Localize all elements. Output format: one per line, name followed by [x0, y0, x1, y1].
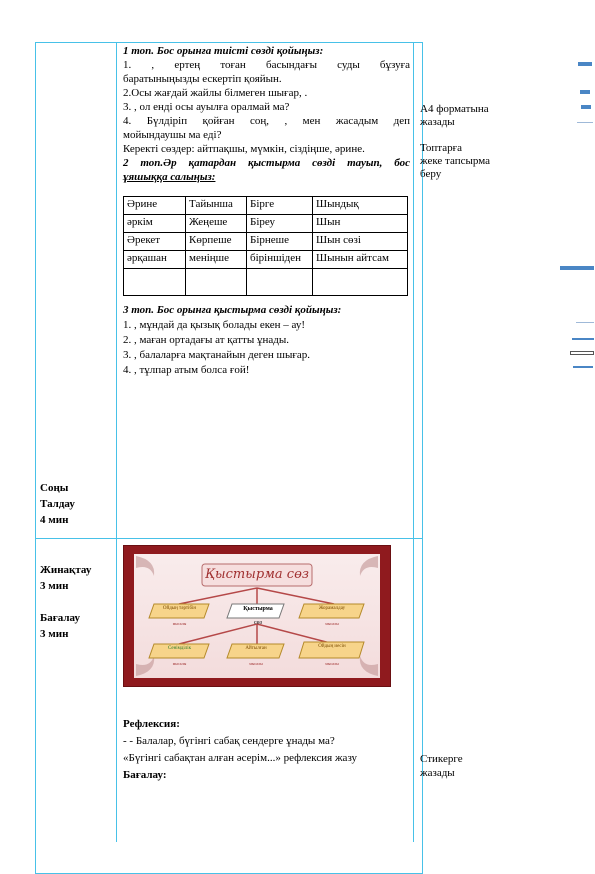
- task2-title-cont: ұяшыққа салыңыз:: [123, 171, 216, 183]
- task3-line: 1. , мұндай да қызық болады екен – ау!: [123, 319, 306, 331]
- table-cell: біріншіден: [247, 251, 313, 269]
- task1-line: 3. , ол енді осы ауылға оралмай ма?: [123, 101, 290, 113]
- diagram-box-label: Сенімділік: [167, 646, 192, 651]
- resources-row1: А4 форматына жазады Топтарға жеке тапсырма беру: [420, 103, 490, 180]
- margin-mark: [581, 105, 591, 109]
- table-cell: Көрпеше: [186, 233, 247, 251]
- diagram-box-sub: мысалы: [325, 621, 339, 626]
- reflection-line: «Бүгінгі сабақтан алған әсерім...» рефлексия жазу: [123, 752, 358, 764]
- table-cell: Шынын айтсам: [313, 251, 408, 269]
- reflection-title: Рефлексия:: [123, 718, 180, 730]
- diagram-box-sub: мысалы: [172, 621, 187, 626]
- task1-hint: Керекті сөздер: айтпақшы, мүмкін, сіздіңше, әрине.: [123, 143, 365, 155]
- diagram-center-sub: сөз: [253, 620, 263, 626]
- table-cell: [313, 269, 408, 296]
- table-cell: Тайынша: [186, 197, 247, 215]
- diagram-box-sub: мысалы: [249, 661, 263, 666]
- table-cell: Шын: [313, 215, 408, 233]
- task1-line: 1. , ертең тоған басындағы суды бұзуға: [123, 59, 410, 71]
- parenthetical-words-diagram: [123, 545, 391, 687]
- task3-line: 4. , тұлпар атым болса ғой!: [123, 364, 250, 376]
- task1-block: [123, 44, 410, 184]
- reflection-block: [123, 716, 410, 784]
- reflection-line: - - Балалар, бүгінгі сабақ сендерге ұнады ма?: [123, 735, 335, 747]
- task3-line: 3. , балаларға мақтанайын деген шығар.: [123, 349, 311, 361]
- assessment-title: Бағалау:: [123, 769, 167, 781]
- diagram-center-label: Қыстырма: [243, 606, 273, 612]
- table-cell: Бірге: [247, 197, 313, 215]
- margin-mark: [573, 366, 593, 368]
- diagram-box-sub: мысалы: [172, 661, 187, 666]
- resources-row2: Стикерге жазады: [420, 753, 463, 779]
- table-cell: Әрекет: [124, 233, 186, 251]
- diagram-box-sub: мысалы: [325, 661, 339, 666]
- margin-mark: [572, 338, 594, 340]
- margin-mark: [577, 122, 593, 123]
- diagram-box-label: Жорамалдау: [318, 606, 346, 611]
- margin-mark: [576, 322, 594, 323]
- table-cell: меніңше: [186, 251, 247, 269]
- table-cell: [247, 269, 313, 296]
- margin-mark: [570, 351, 594, 355]
- task2-title: 2 топ.Әр қатардан қыстырма сөзді тауып, бос: [123, 157, 410, 169]
- task1-title: 1 топ. Бос орынға тиісті сөзді қойыңыз:: [123, 45, 324, 57]
- table-cell: Жеңеше: [186, 215, 247, 233]
- task1-line: 4. Бүлдіріп қойған соң, , мен жасадым деп: [123, 115, 410, 127]
- table-cell: Шын сөзі: [313, 233, 408, 251]
- table-cell: әрқашан: [124, 251, 186, 269]
- table-row: [124, 251, 408, 269]
- column-divider: [413, 42, 414, 842]
- diagram-background: [134, 554, 380, 678]
- margin-mark: [578, 62, 592, 66]
- table-cell: әркім: [124, 215, 186, 233]
- task1-line: мойындаушы ма еді?: [123, 129, 222, 141]
- table-row: [124, 197, 408, 215]
- diagram-box-label: Ойдың тәртібін: [162, 606, 197, 611]
- diagram-box-label: Айтылған: [245, 646, 267, 651]
- margin-mark: [580, 90, 590, 94]
- task3-block: [123, 303, 410, 378]
- table-cell: Бірнеше: [247, 233, 313, 251]
- table-cell: [124, 269, 186, 296]
- table-row: [124, 215, 408, 233]
- row-divider: [35, 538, 423, 539]
- task3-line: 2. , маған ортадағы ат қатты ұнады.: [123, 334, 289, 346]
- diagram-title: Қыстырма сөз: [204, 567, 310, 582]
- table-row: [124, 233, 408, 251]
- stage-label-summary: Жинақтау 3 мин Бағалау 3 мин: [40, 564, 92, 640]
- table-cell: Әрине: [124, 197, 186, 215]
- table-cell: [186, 269, 247, 296]
- diagram-box-label: Ойдың иесін: [318, 644, 346, 649]
- column-divider: [116, 42, 117, 842]
- table-cell: Біреу: [247, 215, 313, 233]
- stage-label-end: Соңы Талдау 4 мин: [40, 482, 75, 526]
- table-cell: Шындық: [313, 197, 408, 215]
- table-row-empty: [124, 269, 408, 296]
- task1-line: 2.Осы жағдай жайлы білмеген шығар, .: [123, 87, 308, 99]
- words-table: [123, 196, 408, 296]
- margin-mark: [560, 266, 594, 270]
- task1-line: баратыныңызды ескертіп қояйын.: [123, 73, 282, 85]
- task3-title: 3 топ. Бос орынға қыстырма сөзді қойыңыз:: [123, 304, 342, 316]
